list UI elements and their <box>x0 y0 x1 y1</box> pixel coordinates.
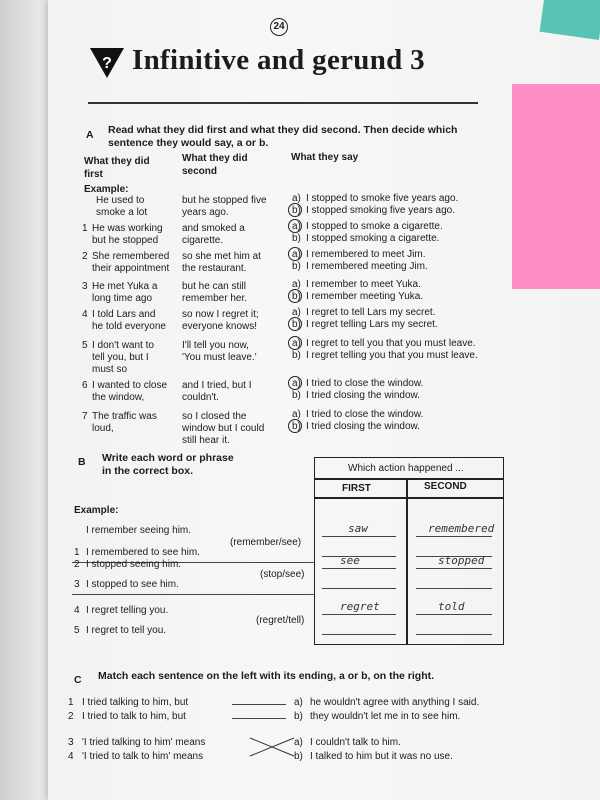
sentence-number: 4 <box>74 605 80 616</box>
sentence-number: 5 <box>74 625 80 636</box>
option-a-text: I tried to close the window. <box>306 409 424 420</box>
column-header-say: What they say <box>291 152 359 163</box>
sentence-number: 2 <box>74 559 80 570</box>
second-action-text: so I closed the <box>182 411 247 422</box>
option-a-text: I stopped to smoke five years ago. <box>306 193 459 204</box>
row-number: 6 <box>82 380 88 391</box>
match-number: 2 <box>68 711 74 722</box>
match-number: 3 <box>68 737 74 748</box>
answer-line <box>416 634 492 635</box>
option-a-text: I tried to close the window. <box>306 378 424 389</box>
option-b-letter: b) <box>292 291 301 302</box>
sentence-second: I regret to tell you. <box>86 625 167 636</box>
option-a-text: I remembered to meet Jim. <box>306 249 426 260</box>
section-b-example-label: Example: <box>74 505 119 516</box>
option-b-text: I stopped smoking five years ago. <box>306 205 455 216</box>
answer-circle <box>288 247 302 261</box>
column-header-second: What they did second <box>182 153 248 177</box>
first-action-text: the window, <box>92 392 145 403</box>
option-b-text: I remember meeting Yuka. <box>306 291 424 302</box>
handwritten-first: saw <box>348 522 368 535</box>
page-title: Infinitive and gerund 3 <box>132 44 425 76</box>
verb-hint: (remember/see) <box>230 537 302 548</box>
match-left-text: I tried talking to him, but <box>82 697 189 708</box>
row-number: 7 <box>82 411 88 422</box>
option-b-text: I regret telling you that you must leave. <box>306 350 478 361</box>
match-right-text: he wouldn't agree with anything I said. <box>310 697 480 708</box>
match-line <box>232 718 286 719</box>
match-cross-lines <box>248 734 296 760</box>
row-number: 4 <box>82 309 88 320</box>
second-action-text: so she met him at <box>182 251 261 262</box>
option-a-letter: a) <box>292 221 301 232</box>
section-c-letter: C <box>74 674 82 686</box>
answer-line <box>322 588 396 589</box>
option-a-letter: a) <box>292 193 301 204</box>
row-number: 3 <box>82 281 88 292</box>
first-action-text: He was working <box>92 223 163 234</box>
handwritten-second: stopped <box>438 554 485 567</box>
option-a-text: I regret to tell Lars my secret. <box>306 307 436 318</box>
second-action-text: still hear it. <box>182 435 230 446</box>
option-b-letter: b) <box>292 319 301 330</box>
option-b-text: I regret telling Lars my secret. <box>306 319 438 330</box>
option-a-letter: a) <box>292 409 301 420</box>
answer-circle <box>288 219 302 233</box>
option-a-text: I regret to tell you that you must leave. <box>306 338 476 349</box>
handwritten-first: regret <box>340 600 380 613</box>
match-left-text: 'I tried to talk to him' means <box>82 751 204 762</box>
verb-hint: (stop/see) <box>260 569 305 580</box>
second-action-text: 'You must leave.' <box>182 352 257 363</box>
second-action-text: the restaurant. <box>182 263 247 274</box>
sentence-number: 1 <box>74 547 80 558</box>
answer-line <box>322 568 396 569</box>
second-action-text: and I tried, but I <box>182 380 252 391</box>
second-action-text: years ago. <box>182 207 229 218</box>
handwritten-second: remembered <box>428 522 495 535</box>
second-action-text: couldn't. <box>182 392 219 403</box>
match-left-text: I tried to talk to him, but <box>82 711 186 722</box>
section-c-instruction: Match each sentence on the left with its ending, a or b, on the right. <box>98 670 435 682</box>
option-b-letter: b) <box>292 261 301 272</box>
row-number: 2 <box>82 251 88 262</box>
answer-circle <box>288 419 302 433</box>
match-right-text: I talked to him but it was no use. <box>310 751 453 762</box>
option-a-letter: a) <box>292 338 301 349</box>
option-a-letter: a) <box>292 307 301 318</box>
option-a-text: I stopped to smoke a cigarette. <box>306 221 443 232</box>
option-b-letter: b) <box>292 205 301 216</box>
sentence-number: 3 <box>74 579 80 590</box>
first-action-text: but he stopped <box>92 235 159 246</box>
answer-line <box>416 568 492 569</box>
answer-line <box>416 588 492 589</box>
first-action-text: he told everyone <box>92 321 166 332</box>
table-col-second: SECOND <box>424 481 467 492</box>
pink-sticky-note <box>512 84 600 289</box>
second-action-text: I'll tell you now, <box>182 340 249 351</box>
answer-line <box>322 614 396 615</box>
match-number: 4 <box>68 751 74 762</box>
first-action-text: tell you, but I <box>92 352 149 363</box>
first-action-text: She remembered <box>92 251 170 262</box>
option-b-text: I stopped smoking a cigarette. <box>306 233 440 244</box>
match-line <box>232 704 286 705</box>
table-col-first: FIRST <box>342 483 371 494</box>
option-b-letter: b) <box>292 421 301 432</box>
answer-circle <box>288 203 302 217</box>
second-action-text: everyone knows! <box>182 321 258 332</box>
match-right-text: I couldn't talk to him. <box>310 737 401 748</box>
section-b-instruction-1: Write each word or phrase <box>102 452 234 464</box>
section-a-instruction-2: sentence they would say, a or b. <box>108 137 269 149</box>
page-number: 24 <box>270 18 288 36</box>
answer-line <box>322 634 396 635</box>
page-corner <box>540 0 600 40</box>
option-b-letter: b) <box>292 350 301 361</box>
option-a-text: I remember to meet Yuka. <box>306 279 421 290</box>
answer-circle <box>288 336 302 350</box>
first-action-text: He used to <box>96 195 145 206</box>
sentence-first: I regret telling you. <box>86 605 169 616</box>
first-action-text: their appointment <box>92 263 170 274</box>
section-b-instruction-2: in the correct box. <box>102 465 194 477</box>
column-header-first: What they did first <box>84 156 150 180</box>
group-divider <box>72 594 314 595</box>
match-letter: a) <box>294 737 303 748</box>
sentence-first: I stopped seeing him. <box>86 559 182 570</box>
table-header: Which action happened ... <box>348 463 464 474</box>
match-letter: b) <box>294 711 303 722</box>
first-action-text: I don't want to <box>92 340 154 351</box>
match-letter: a) <box>294 697 303 708</box>
second-action-text: window but I could <box>182 423 265 434</box>
option-b-text: I remembered meeting Jim. <box>306 261 428 272</box>
first-action-text: long time ago <box>92 293 153 304</box>
option-b-letter: b) <box>292 233 301 244</box>
first-action-text: I told Lars and <box>92 309 156 320</box>
second-action-text: but he can still <box>182 281 246 292</box>
match-number: 1 <box>68 697 74 708</box>
option-a-letter: a) <box>292 378 301 389</box>
first-action-text: The traffic was <box>92 411 157 422</box>
match-letter: b) <box>294 751 303 762</box>
first-action-text: He met Yuka a <box>92 281 158 292</box>
section-a-instruction-1: Read what they did first and what they did second. Then decide which <box>108 124 458 136</box>
sentence-second: I remembered to see him. <box>86 547 200 558</box>
svg-text:?: ? <box>102 55 112 72</box>
title-rule <box>88 102 478 104</box>
first-action-text: loud, <box>92 423 114 434</box>
example-label: Example: <box>84 184 129 195</box>
second-action-text: so now I regret it; <box>182 309 259 320</box>
answer-line <box>322 536 396 537</box>
answer-circle <box>288 289 302 303</box>
option-a-letter: a) <box>292 249 301 260</box>
match-left-text: 'I tried talking to him' means <box>82 737 206 748</box>
row-number: 5 <box>82 340 88 351</box>
option-b-letter: b) <box>292 390 301 401</box>
handwritten-first: see <box>340 554 360 567</box>
answer-circle <box>288 317 302 331</box>
second-action-text: remember her. <box>182 293 248 304</box>
second-action-text: and smoked a <box>182 223 245 234</box>
answer-circle <box>288 376 302 390</box>
handwritten-second: told <box>438 600 465 613</box>
row-number: 1 <box>82 223 88 234</box>
section-a-letter: A <box>86 129 94 141</box>
section-b-letter: B <box>78 456 86 468</box>
first-action-text: I wanted to close <box>92 380 168 391</box>
answer-line <box>416 614 492 615</box>
option-b-text: I tried closing the window. <box>306 421 420 432</box>
match-right-text: they wouldn't let me in to see him. <box>310 711 461 722</box>
second-action-text: but he stopped five <box>182 195 267 206</box>
sentence-first: I remember seeing him. <box>86 525 192 536</box>
sentence-second: I stopped to see him. <box>86 579 179 590</box>
option-a-letter: a) <box>292 279 301 290</box>
second-action-text: cigarette. <box>182 235 224 246</box>
verb-hint: (regret/tell) <box>256 615 305 626</box>
option-b-text: I tried closing the window. <box>306 390 420 401</box>
answer-line <box>416 536 492 537</box>
first-action-text: smoke a lot <box>96 207 148 218</box>
question-mark-icon <box>90 48 124 78</box>
first-action-text: must so <box>92 364 128 375</box>
